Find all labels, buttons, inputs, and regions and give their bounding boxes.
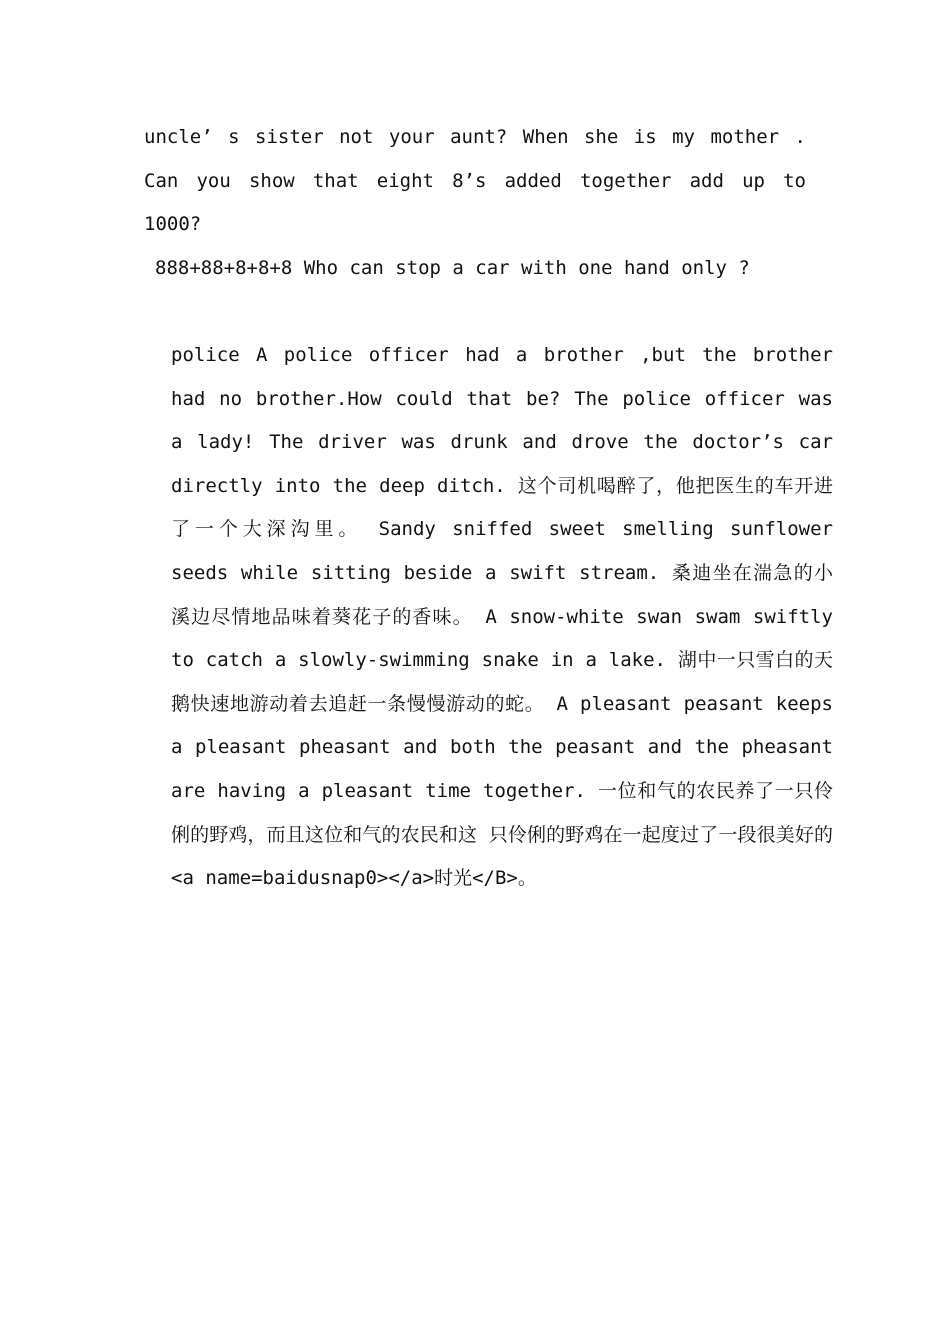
paragraph-riddle-answer-car: 888+88+8+8+8 Who can stop a car with one hand only ? (155, 257, 750, 279)
paragraph-tongue-twisters: police A police officer had a brother ,but the brother had no brother.How could that be? The police officer was a lady! The driver was drunk and drove the doctor’s car directly into the deep ditch. 这个司机喝醉了，他把医生的车开进了一个大深沟里。 Sandy sniffed sweet smelling sunflower seeds while sitting beside a swift stream. 桑迪坐在湍急的小溪边尽情地品味着葵花子的香味。 A snow-white swan swam swiftly to catch a slowly-swimming snake in a lake. 湖中一只雪白的天鹅快速地游动着去追赶一条慢慢游动的蛇。 A pleasant peasant keeps a pleasant pheasant and both the peasant and the pheasant are having a pleasant time together. 一位和气的农民养了一只伶俐的野鸡，而且这位和气的农民和这 只伶俐的野鸡在一起度过了一段很美好的<a name=baidusnap0></a>时光</B>。 (171, 344, 833, 890)
paragraph-riddle-aunt: uncle’ s sister not your aunt? When she is my mother . Can you show that eight 8’s added together add up to 1000? (144, 126, 806, 236)
